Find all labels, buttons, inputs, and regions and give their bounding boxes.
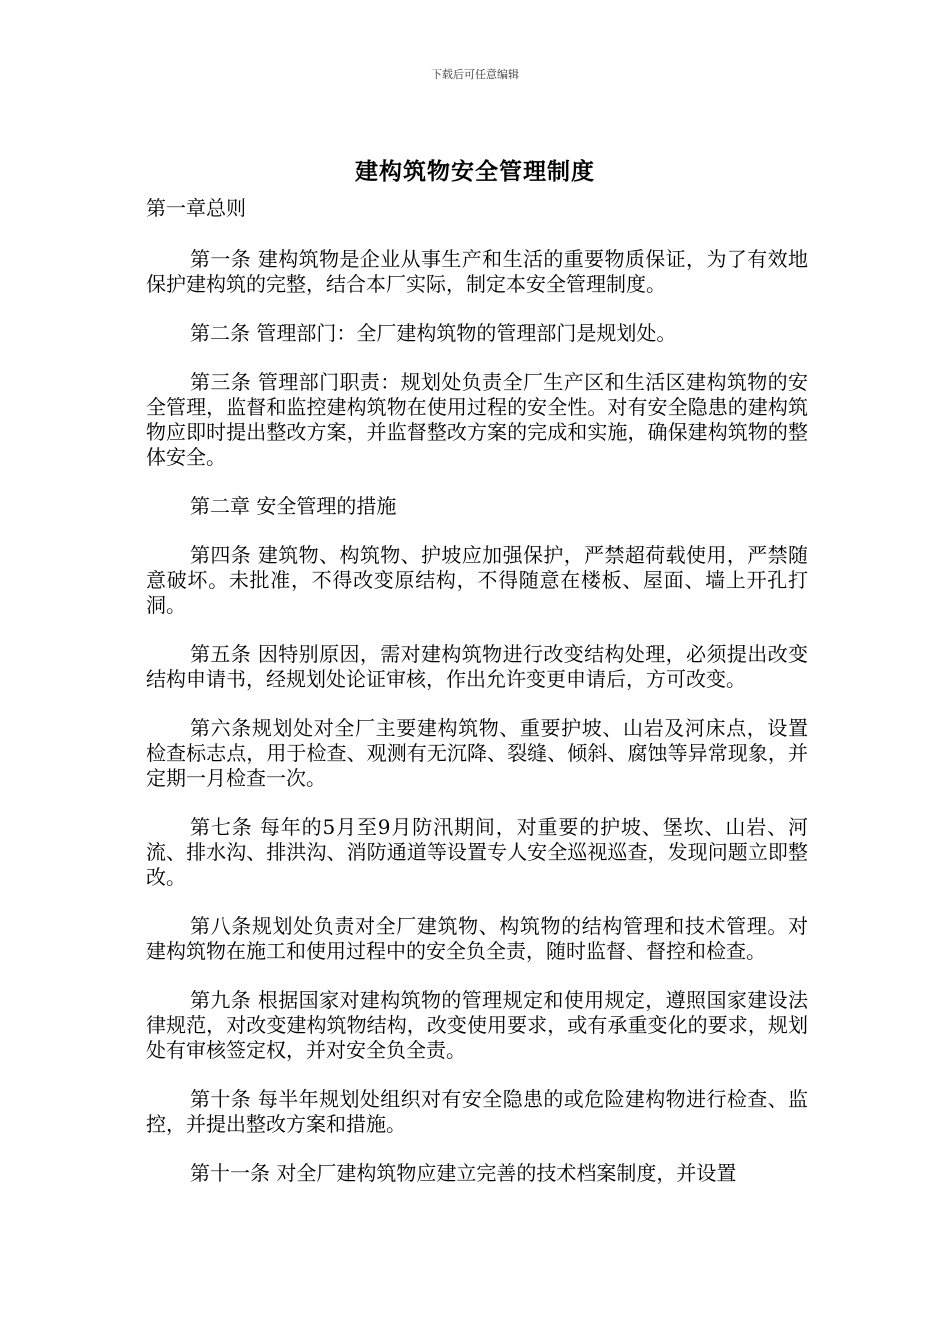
- article-paragraph: 第五条 因特别原因，需对建构筑物进行改变结构处理，必须提出改变结构申请书，经规划处论证审核，作出允许变更申请后，方可改变。: [146, 642, 808, 691]
- article-paragraph: 第四条 建筑物、构筑物、护坡应加强保护，严禁超荷载使用，严禁随意破坏。未批准，不得改变原结构，不得随意在楼板、屋面、墙上开孔打洞。: [146, 543, 808, 617]
- article-paragraph: 第九条 根据国家对建构筑物的管理规定和使用规定，遵照国家建设法律规范，对改变建构筑物结构，改变使用要求，或有承重变化的要求，规划处有审核签定权，并对安全负全责。: [146, 988, 808, 1062]
- chapter-heading: 第二章 安全管理的措施: [190, 494, 397, 518]
- chapter-heading: 第一章总则: [146, 196, 246, 220]
- article-paragraph: 第七条 每年的5月至9月防汛期间，对重要的护坡、堡坎、山岩、河流、排水沟、排洪沟、消防通道等设置专人安全巡视巡查，发现问题立即整改。: [146, 815, 808, 889]
- article-paragraph: 第六条规划处对全厂主要建构筑物、重要护坡、山岩及河床点，设置检查标志点，用于检查、观测有无沉降、裂缝、倾斜、腐蚀等异常现象，并定期一月检查一次。: [146, 716, 808, 790]
- document-title: 建构筑物安全管理制度: [355, 158, 595, 185]
- document-body: [146, 196, 808, 1210]
- article-paragraph: 第十一条 对全厂建构筑物应建立完善的技术档案制度，并设置: [190, 1161, 737, 1185]
- article-paragraph: 第八条规划处负责对全厂建筑物、构筑物的结构管理和技术管理。对建构筑物在施工和使用过程中的安全负全责，随时监督、督控和检查。: [146, 914, 808, 963]
- article-paragraph: 第十条 每半年规划处组织对有安全隐患的或危险建构物进行检查、监控，并提出整改方案和措施。: [146, 1087, 808, 1136]
- article-paragraph: 第二条 管理部门：全厂建构筑物的管理部门是规划处。: [190, 321, 677, 345]
- article-paragraph: 第三条 管理部门职责：规划处负责全厂生产区和生活区建构筑物的安全管理，监督和监控建构筑物在使用过程的安全性。对有安全隐患的建构筑物应即时提出整改方案，并监督整改方案的完成和实施，确保建构筑物的整体安全。: [146, 370, 808, 469]
- article-paragraph: 第一条 建构筑物是企业从事生产和生活的重要物质保证，为了有效地保护建构筑的完整，结合本厂实际，制定本安全管理制度。: [146, 247, 808, 296]
- header-note: 下载后可任意编辑: [431, 68, 519, 81]
